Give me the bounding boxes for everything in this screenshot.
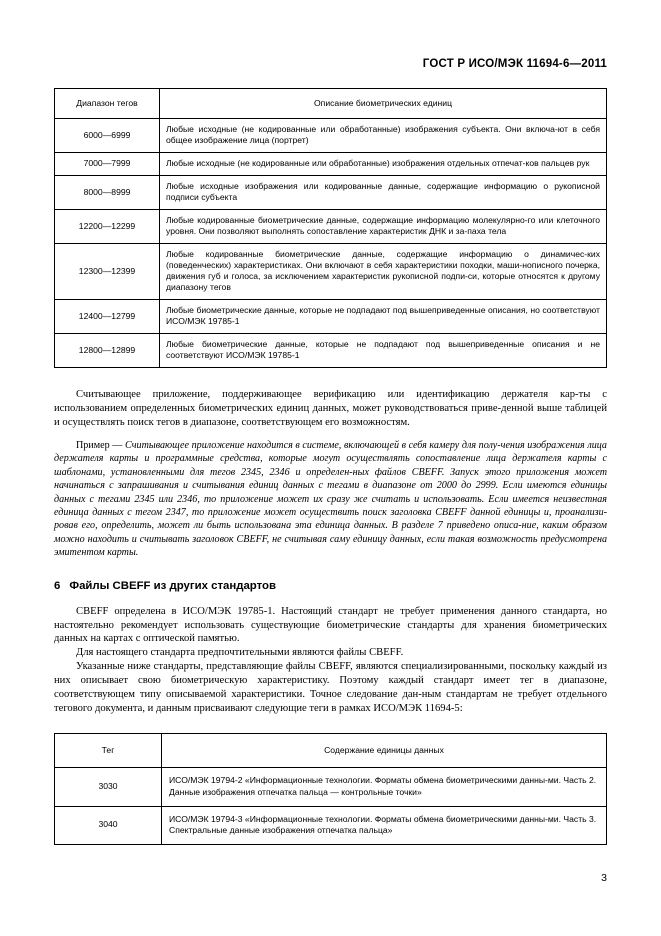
table-row	[55, 210, 607, 244]
table-row	[55, 768, 607, 806]
cell-description: Любые исходные (не кодированные или обработанные) изображения субъекта. Они включа-ют в себя общее изображение лица (портрет)	[160, 119, 607, 153]
table-header-range: Диапазон тегов	[55, 89, 160, 119]
paragraph-cbeff-preferred: Для настоящего стандарта предпочтительными являются файлы CBEFF.	[76, 647, 404, 659]
table-header-description: Описание биометрических единиц	[160, 89, 607, 119]
table-row	[55, 334, 607, 368]
table-header-tag: Тег	[55, 734, 162, 768]
section-title: Файлы CBEFF из других стандартов	[69, 579, 276, 592]
paragraph-reading-application: Считывающее приложение, поддерживающее верификацию или идентификацию держателя кар-ты с использованием определенных биометрических единиц данных, может руководствоваться приве-денной выше таблицей и осуществлять поиск тегов в диапазоне, соответствующем его возможностям.	[54, 389, 607, 428]
cell-tag: 3040	[55, 806, 162, 844]
cell-content: ИСО/МЭК 19794-2 «Информационные технологии. Форматы обмена биометрическими данны-ми. Часть 2. Данные изображения отпечатка пальца — контрольные точки»	[162, 768, 607, 806]
cell-description: Любые кодированные биометрические данные, содержащие информацию о динамичес-ких (поведенческих) характеристиках. Они включают в себя характеристики походки, маши-нописного почерка, движения губ и голоса, за исключением характеристик рукописной подпи-си, которые относятся к другому диапазону тегов	[160, 244, 607, 300]
cell-description: Любые исходные изображения или кодированные данные, содержащие информацию о рукописной подписи субъекта	[160, 176, 607, 210]
table-row	[55, 300, 607, 334]
cell-tag: 3030	[55, 768, 162, 806]
cbeff-standards-table-wrapper	[54, 733, 607, 845]
cell-range: 8000—8999	[55, 176, 160, 210]
cell-range: 12200—12299	[55, 210, 160, 244]
paragraph-example	[54, 439, 607, 560]
example-text: Считывающее приложение находится в системе, включающей в себя камеру для полу-чения изображения лица держателя карты и программные средства, которые могут осуществлять сопоставление лица держателя карты с шаблонами, установленными для тегов 2345, 2346 и определен-ных файлов CBEFF. Запуск этого приложения может начинаться с запрашивания и считывания единиц данных с тегами в диапазоне от 2000 до 2999. Если имеются единицы данных с тегами 2345 или 2346, то приложение может их сразу же считать и использовать. Если имеется неизвестная единица данных с тегом 2347, то приложение может осуществить поиск заголовка CBEFF данной единицы и, проанализи-ровав его, определить, может ли быть использована эта единица данных. В разделе 7 приведено описа-ние, каким образом можно находить и считывать заголовок CBEFF, не считывая саму единицу данных, если такая возможность предусмотрена эмитентом карты.	[54, 439, 607, 559]
cbeff-standards-table	[54, 733, 607, 845]
table-row	[55, 153, 607, 176]
cell-range: 12300—12399	[55, 244, 160, 300]
cell-description: Любые биометрические данные, которые не подпадают под вышеприведенные описания и не соответствуют ИСО/МЭК 19785-1	[160, 334, 607, 368]
table-header-row	[55, 89, 607, 119]
table-row	[55, 806, 607, 844]
section-heading	[54, 579, 607, 594]
cell-description: Любые биометрические данные, которые не подпадают под вышеприведенные описания, но соответствуют ИСО/МЭК 19785-1	[160, 300, 607, 334]
paragraph-cbeff-standards: Указанные ниже стандарты, представляющие файлы CBEFF, являются специализированными, поскольку каждый из них описывает свою биометрическую характеристику. Поэтому каждый стандарт имеет тег в диапазоне, соответствующем типу описываемой характеристики. Точное следование дан-ным стандартам не требует отдельного тегового документа, и данным присваивают следующие теги в рамках ИСО/МЭК 11694-5:	[54, 661, 607, 715]
cell-range: 12800—12899	[55, 334, 160, 368]
cell-description: Любые исходные (не кодированные или обработанные) изображения отдельных отпечат-ков пальцев рук	[160, 153, 607, 176]
table-header-row	[55, 734, 607, 768]
example-label: Пример —	[76, 439, 125, 451]
cell-content: ИСО/МЭК 19794-3 «Информационные технологии. Форматы обмена биометрическими данны-ми. Часть 3. Спектральные данные изображения отпечатка пальца»	[162, 806, 607, 844]
table-row	[55, 119, 607, 153]
table-row	[55, 176, 607, 210]
cell-range: 6000—6999	[55, 119, 160, 153]
table-row	[55, 244, 607, 300]
cell-range: 7000—7999	[55, 153, 160, 176]
section-number: 6	[54, 579, 61, 592]
cell-range: 12400—12799	[55, 300, 160, 334]
biometric-tag-ranges-table	[54, 88, 607, 368]
cell-description: Любые кодированные биометрические данные, содержащие информацию молекулярно-го или клеточного уровня. Они позволяют выполнять сопоставление характеристик ДНК и за-паха тела	[160, 210, 607, 244]
table-header-content: Содержание единицы данных	[162, 734, 607, 768]
paragraph-cbeff-definition: CBEFF определена в ИСО/МЭК 19785-1. Настоящий стандарт не требует применения данного стандарта, но настоятельно рекомендует использовать существующие биометрические стандарты для хранения биометрических данных на картах с оптической памятью.	[54, 605, 607, 645]
page-number: 3	[601, 872, 607, 884]
page-header-standard-title: ГОСТ Р ИСО/МЭК 11694-6—2011	[422, 58, 607, 70]
page-content	[54, 88, 607, 845]
